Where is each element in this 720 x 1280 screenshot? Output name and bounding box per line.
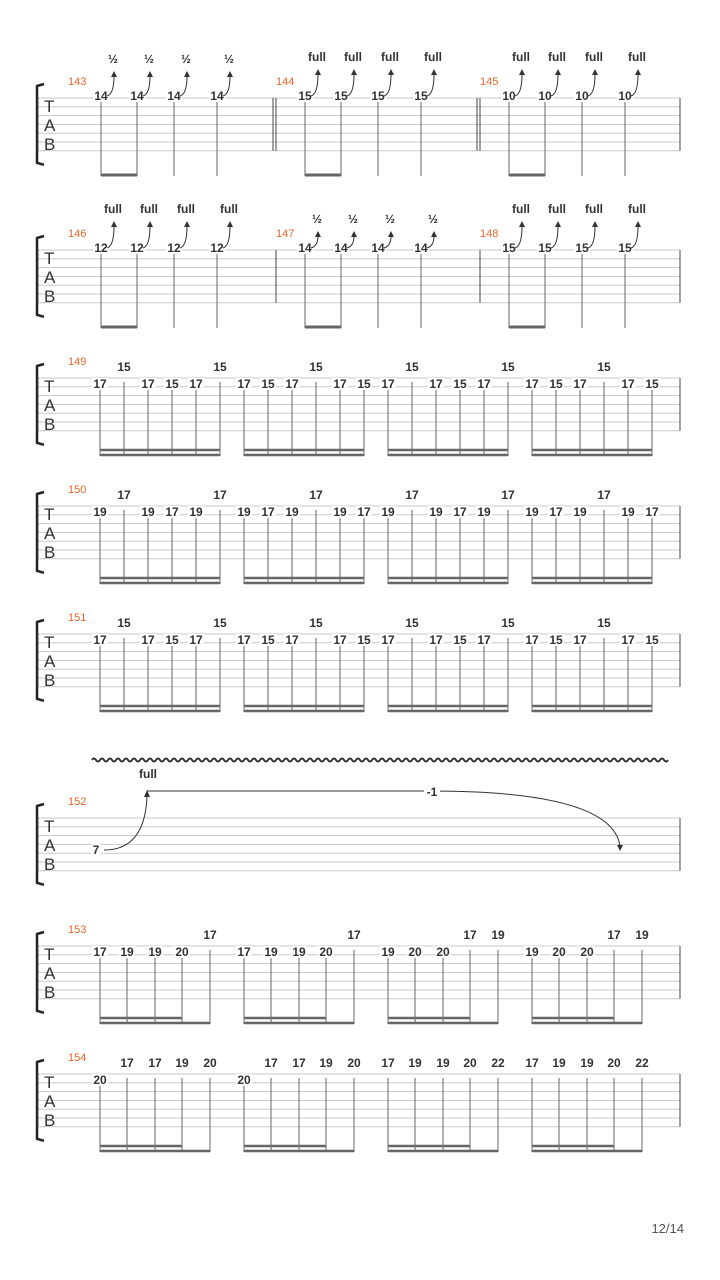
fret-number: 19 xyxy=(381,505,395,519)
bend-amount: ½ xyxy=(427,212,439,226)
bend-arrowhead xyxy=(184,221,190,227)
tab-clef-letter: B xyxy=(44,543,56,562)
fret-number: 17 xyxy=(264,1056,278,1070)
fret-number: 17 xyxy=(549,505,563,519)
tab-clef-letter: T xyxy=(44,945,55,964)
fret-number: 19 xyxy=(175,1056,189,1070)
fret-number: 17 xyxy=(357,505,371,519)
tab-clef-letter: T xyxy=(44,97,55,116)
tab-clef-letter: A xyxy=(44,396,56,415)
fret-number: 17 xyxy=(645,505,659,519)
fret-number: 7 xyxy=(92,843,100,857)
fret-number: 17 xyxy=(189,377,203,391)
fret-number: 15 xyxy=(117,360,131,374)
fret-number: 10 xyxy=(575,89,589,103)
fret-number: 20 xyxy=(319,945,333,959)
fret-number: 19 xyxy=(580,1056,594,1070)
fret-number: 12 xyxy=(130,241,144,255)
fret-number: 14 xyxy=(210,89,224,103)
fret-number: 17 xyxy=(381,633,395,647)
bend-amount: full xyxy=(104,202,122,216)
fret-number: 15 xyxy=(165,377,179,391)
fret-number: 17 xyxy=(93,633,107,647)
fret-number: 15 xyxy=(501,360,515,374)
bend-amount: full xyxy=(548,202,566,216)
bend-amount: ½ xyxy=(107,52,119,66)
bend-amount: full xyxy=(140,202,158,216)
fret-number: 17 xyxy=(285,377,299,391)
bend-arrowhead xyxy=(315,231,321,237)
bend-amount: ½ xyxy=(143,52,155,66)
bend-arrowhead xyxy=(431,69,437,75)
fret-number: 19 xyxy=(381,945,395,959)
fret-number: 20 xyxy=(93,1073,107,1087)
fret-number: 17 xyxy=(213,488,227,502)
fret-number: 15 xyxy=(357,633,371,647)
tab-clef-letter: T xyxy=(44,377,55,396)
bend-amount: full xyxy=(344,50,362,64)
fret-number: 12 xyxy=(94,241,108,255)
fret-number: 17 xyxy=(573,377,587,391)
fret-number: 10 xyxy=(538,89,552,103)
fret-number: 15 xyxy=(549,633,563,647)
release-amount: -1 xyxy=(426,785,438,799)
fret-number: 17 xyxy=(141,377,155,391)
tab-clef-letter: B xyxy=(44,135,56,154)
release-arrowhead xyxy=(617,845,623,851)
bend-arrowhead xyxy=(519,221,525,227)
fret-number: 19 xyxy=(237,505,251,519)
fret-number: 17 xyxy=(141,633,155,647)
fret-number: 15 xyxy=(309,360,323,374)
fret-number: 20 xyxy=(463,1056,477,1070)
tab-clef-letter: B xyxy=(44,983,56,1002)
fret-number: 10 xyxy=(502,89,516,103)
fret-number: 15 xyxy=(405,360,419,374)
fret-number: 20 xyxy=(552,945,566,959)
fret-number: 17 xyxy=(120,1056,134,1070)
tab-clef-letter: T xyxy=(44,633,55,652)
fret-number: 15 xyxy=(298,89,312,103)
bend-arrowhead xyxy=(431,231,437,237)
fret-number: 19 xyxy=(408,1056,422,1070)
bend-arrowhead xyxy=(111,221,117,227)
fret-number: 17 xyxy=(573,633,587,647)
fret-number: 15 xyxy=(371,89,385,103)
fret-number: 14 xyxy=(130,89,144,103)
fret-number: 17 xyxy=(347,928,361,942)
tab-clef-letter: A xyxy=(44,524,56,543)
measure-number: 150 xyxy=(68,484,87,496)
bend-amount: full xyxy=(548,50,566,64)
fret-number: 15 xyxy=(645,633,659,647)
measure-number: 152 xyxy=(68,796,87,808)
fret-number: 17 xyxy=(165,505,179,519)
bend-amount: full xyxy=(220,202,238,216)
measure-number: 151 xyxy=(68,612,87,624)
fret-number: 17 xyxy=(203,928,217,942)
fret-number: 10 xyxy=(618,89,632,103)
fret-number: 19 xyxy=(635,928,649,942)
fret-number: 17 xyxy=(333,633,347,647)
bend-arrowhead xyxy=(388,69,394,75)
fret-number: 20 xyxy=(203,1056,217,1070)
bend-arrowhead xyxy=(592,69,598,75)
fret-number: 20 xyxy=(237,1073,251,1087)
measure-number: 145 xyxy=(480,76,499,88)
bend-amount: ½ xyxy=(384,212,396,226)
fret-number: 19 xyxy=(436,1056,450,1070)
measure-number: 153 xyxy=(68,924,87,936)
fret-number: 15 xyxy=(213,360,227,374)
bend-arrowhead xyxy=(592,221,598,227)
fret-number: 15 xyxy=(597,616,611,630)
fret-number: 15 xyxy=(597,360,611,374)
fret-number: 12 xyxy=(167,241,181,255)
fret-number: 14 xyxy=(371,241,385,255)
fret-number: 19 xyxy=(292,945,306,959)
bend-amount: full xyxy=(585,50,603,64)
bend-arrowhead xyxy=(351,69,357,75)
bend-amount: full xyxy=(139,767,157,781)
fret-number: 19 xyxy=(189,505,203,519)
fret-number: 15 xyxy=(405,616,419,630)
fret-number: 17 xyxy=(525,377,539,391)
fret-number: 19 xyxy=(319,1056,333,1070)
bend-arrowhead xyxy=(315,69,321,75)
tab-clef-letter: T xyxy=(44,249,55,268)
measure-number: 149 xyxy=(68,356,87,368)
bend-arrowhead xyxy=(555,221,561,227)
bend-arrowhead xyxy=(111,71,117,77)
fret-number: 17 xyxy=(117,488,131,502)
bend-arrowhead xyxy=(184,71,190,77)
fret-number: 14 xyxy=(94,89,108,103)
fret-number: 20 xyxy=(607,1056,621,1070)
measure-number: 154 xyxy=(68,1052,87,1064)
page-number: 12/14 xyxy=(651,1221,684,1236)
measure-number: 143 xyxy=(68,76,87,88)
fret-number: 15 xyxy=(575,241,589,255)
fret-number: 15 xyxy=(213,616,227,630)
fret-number: 17 xyxy=(463,928,477,942)
fret-number: 17 xyxy=(453,505,467,519)
fret-number: 14 xyxy=(334,241,348,255)
bend-amount: full xyxy=(512,202,530,216)
fret-number: 20 xyxy=(347,1056,361,1070)
tab-clef-letter: A xyxy=(44,652,56,671)
bend-arrowhead xyxy=(388,231,394,237)
fret-number: 15 xyxy=(453,377,467,391)
fret-number: 19 xyxy=(285,505,299,519)
fret-number: 15 xyxy=(357,377,371,391)
measure-number: 147 xyxy=(276,228,295,240)
fret-number: 17 xyxy=(477,377,491,391)
fret-number: 17 xyxy=(477,633,491,647)
fret-number: 20 xyxy=(175,945,189,959)
bend-arrowhead xyxy=(635,69,641,75)
fret-number: 15 xyxy=(645,377,659,391)
fret-number: 17 xyxy=(597,488,611,502)
fret-number: 15 xyxy=(618,241,632,255)
fret-number: 14 xyxy=(414,241,428,255)
tab-clef-letter: B xyxy=(44,1111,56,1130)
fret-number: 19 xyxy=(477,505,491,519)
fret-number: 19 xyxy=(93,505,107,519)
fret-number: 17 xyxy=(405,488,419,502)
bend-arrowhead xyxy=(555,69,561,75)
bend-arrowhead xyxy=(227,221,233,227)
bend-arrowhead xyxy=(147,221,153,227)
measure-number: 148 xyxy=(480,228,499,240)
bend-amount: full xyxy=(512,50,530,64)
tab-clef-letter: A xyxy=(44,1092,56,1111)
bend-amount: ½ xyxy=(223,52,235,66)
fret-number: 17 xyxy=(237,945,251,959)
bend-amount: full xyxy=(308,50,326,64)
fret-number: 22 xyxy=(491,1056,505,1070)
fret-number: 20 xyxy=(408,945,422,959)
fret-number: 19 xyxy=(120,945,134,959)
bend-arrowhead xyxy=(147,71,153,77)
fret-number: 17 xyxy=(237,633,251,647)
bend-amount: ½ xyxy=(347,212,359,226)
fret-number: 20 xyxy=(436,945,450,959)
fret-number: 17 xyxy=(261,505,275,519)
tab-clef-letter: A xyxy=(44,116,56,135)
fret-number: 15 xyxy=(261,377,275,391)
fret-number: 15 xyxy=(538,241,552,255)
fret-number: 19 xyxy=(621,505,635,519)
tab-clef-letter: B xyxy=(44,287,56,306)
fret-number: 15 xyxy=(502,241,516,255)
vibrato-line xyxy=(92,759,668,762)
fret-number: 17 xyxy=(309,488,323,502)
bend-curve xyxy=(104,796,147,850)
fret-number: 17 xyxy=(381,1056,395,1070)
fret-number: 17 xyxy=(93,945,107,959)
tab-clef-letter: T xyxy=(44,1073,55,1092)
fret-number: 17 xyxy=(237,377,251,391)
tab-clef-letter: B xyxy=(44,415,56,434)
fret-number: 19 xyxy=(141,505,155,519)
fret-number: 17 xyxy=(429,377,443,391)
fret-number: 15 xyxy=(501,616,515,630)
fret-number: 19 xyxy=(552,1056,566,1070)
measure-number: 146 xyxy=(68,228,87,240)
fret-number: 19 xyxy=(491,928,505,942)
bend-amount: full xyxy=(381,50,399,64)
fret-number: 19 xyxy=(525,505,539,519)
fret-number: 19 xyxy=(148,945,162,959)
fret-number: 12 xyxy=(210,241,224,255)
fret-number: 14 xyxy=(298,241,312,255)
bend-arrowhead xyxy=(635,221,641,227)
fret-number: 17 xyxy=(621,633,635,647)
tab-clef-letter: T xyxy=(44,817,55,836)
fret-number: 17 xyxy=(292,1056,306,1070)
bend-amount: full xyxy=(585,202,603,216)
bend-arrowhead xyxy=(519,69,525,75)
bend-amount: ½ xyxy=(180,52,192,66)
fret-number: 15 xyxy=(334,89,348,103)
fret-number: 15 xyxy=(261,633,275,647)
fret-number: 19 xyxy=(573,505,587,519)
fret-number: 19 xyxy=(333,505,347,519)
fret-number: 17 xyxy=(525,633,539,647)
fret-number: 15 xyxy=(453,633,467,647)
fret-number: 19 xyxy=(525,945,539,959)
fret-number: 17 xyxy=(501,488,515,502)
fret-number: 17 xyxy=(429,633,443,647)
fret-number: 17 xyxy=(381,377,395,391)
bend-amount: full xyxy=(424,50,442,64)
fret-number: 15 xyxy=(309,616,323,630)
fret-number: 17 xyxy=(285,633,299,647)
fret-number: 17 xyxy=(621,377,635,391)
fret-number: 22 xyxy=(635,1056,649,1070)
tab-clef-letter: A xyxy=(44,964,56,983)
bend-amount: ½ xyxy=(311,212,323,226)
fret-number: 15 xyxy=(549,377,563,391)
tab-clef-letter: B xyxy=(44,855,56,874)
tab-clef-letter: T xyxy=(44,505,55,524)
fret-number: 17 xyxy=(333,377,347,391)
bend-amount: full xyxy=(628,202,646,216)
fret-number: 17 xyxy=(148,1056,162,1070)
bend-amount: full xyxy=(628,50,646,64)
tab-clef-letter: A xyxy=(44,836,56,855)
fret-number: 14 xyxy=(167,89,181,103)
bend-amount: full xyxy=(177,202,195,216)
fret-number: 20 xyxy=(580,945,594,959)
bend-arrowhead xyxy=(351,231,357,237)
fret-number: 17 xyxy=(189,633,203,647)
fret-number: 17 xyxy=(607,928,621,942)
fret-number: 15 xyxy=(414,89,428,103)
measure-number: 144 xyxy=(276,76,295,88)
bend-arrowhead xyxy=(227,71,233,77)
fret-number: 17 xyxy=(93,377,107,391)
fret-number: 19 xyxy=(429,505,443,519)
fret-number: 15 xyxy=(165,633,179,647)
fret-number: 15 xyxy=(117,616,131,630)
fret-number: 17 xyxy=(525,1056,539,1070)
fret-number: 19 xyxy=(264,945,278,959)
tab-clef-letter: A xyxy=(44,268,56,287)
tab-clef-letter: B xyxy=(44,671,56,690)
